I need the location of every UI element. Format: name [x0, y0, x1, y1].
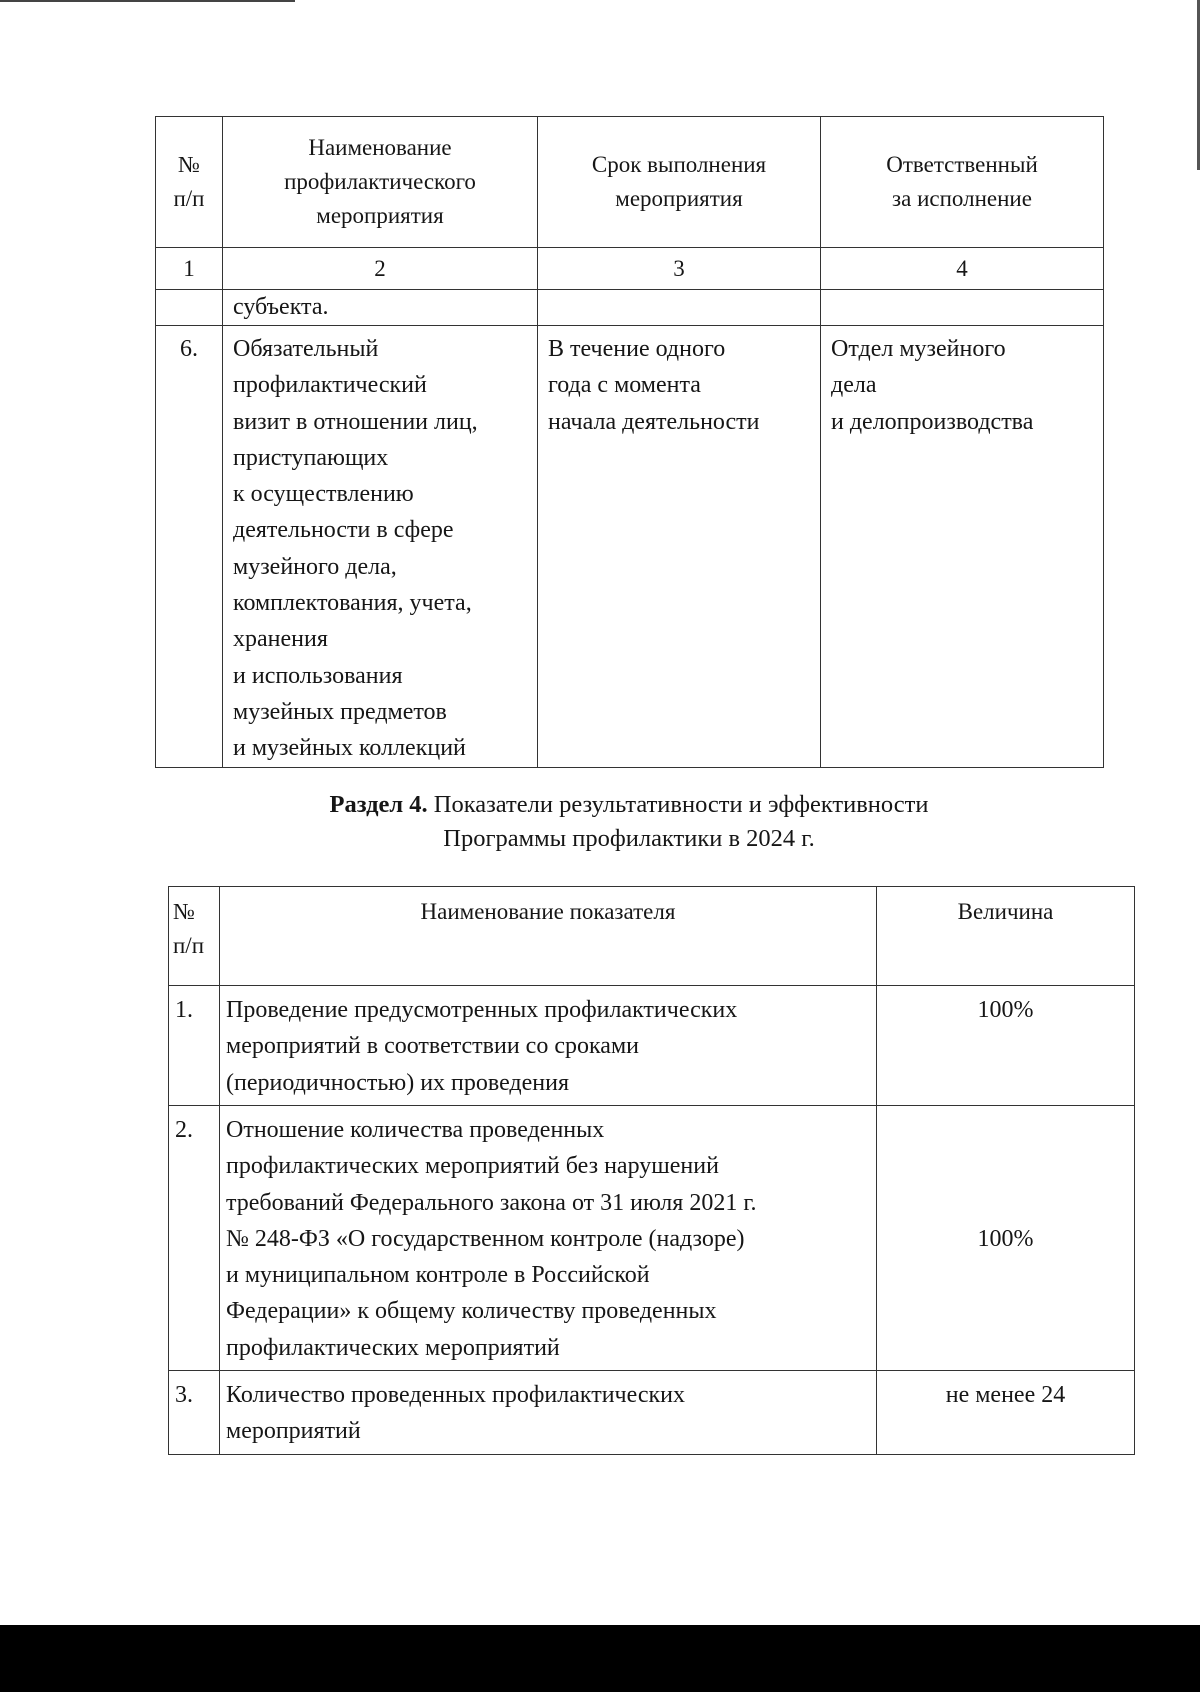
section-heading-line2: Программы профилактики в 2024 г.: [443, 825, 815, 852]
continuation-text: субъекта.: [223, 290, 538, 326]
indicator-name: Количество проведенных профилактических мероприятий: [220, 1371, 877, 1455]
indicators-table: [168, 886, 1135, 1455]
event-responsible: Отдел музейного дела и делопроизводства: [821, 326, 1104, 768]
column-number: 4: [821, 248, 1104, 290]
row-number: 1.: [169, 986, 220, 1106]
scan-top-rule: [0, 0, 295, 2]
events-table: [155, 116, 1104, 768]
table-cell: [156, 290, 223, 326]
column-numbers-row: [156, 248, 1104, 290]
table-row: [169, 1106, 1135, 1371]
table-row: [169, 986, 1135, 1106]
section-title-text: Показатели результативности и эффективности: [427, 791, 929, 818]
indicators-table-header: [169, 887, 1135, 986]
events-table-header: [156, 117, 1104, 248]
section-label: Раздел 4.: [329, 791, 428, 818]
scan-bottom-band: [0, 1625, 1200, 1692]
header-value: Величина: [877, 887, 1135, 986]
header-event-name: Наименование профилактического мероприятия: [223, 117, 538, 248]
indicator-value: 100%: [877, 1106, 1135, 1371]
indicator-value: не менее 24: [877, 1371, 1135, 1455]
header-number: № п/п: [156, 117, 223, 248]
event-term: В течение одного года с момента начала деятельности: [538, 326, 821, 768]
row-number: 6.: [156, 326, 223, 768]
indicator-name: Проведение предусмотренных профилактических мероприятий в соответствии со сроками (периодичностью) их проведения: [220, 986, 877, 1106]
header-number: № п/п: [169, 887, 220, 986]
section-heading: [155, 788, 1103, 856]
continuation-row: [156, 290, 1104, 326]
column-number: 1: [156, 248, 223, 290]
header-responsible: Ответственный за исполнение: [821, 117, 1104, 248]
indicator-name: Отношение количества проведенных профилактических мероприятий без нарушений требований Федерального закона от 31 июля 2021 г. № 248-ФЗ «О государственном контроле (надзоре) и муниципальном контроле в Российской Федерации» к общему количеству проведенных профилактических мероприятий: [220, 1106, 877, 1371]
table-cell: [538, 290, 821, 326]
header-indicator-name: Наименование показателя: [220, 887, 877, 986]
indicator-value: 100%: [877, 986, 1135, 1106]
column-number: 2: [223, 248, 538, 290]
event-name: Обязательный профилактический визит в отношении лиц, приступающих к осуществлению деятельности в сфере музейного дела, комплектования, учета, хранения и использования музейных предметов и музейных коллекций: [223, 326, 538, 768]
table-row: [169, 1371, 1135, 1455]
table-row: [156, 326, 1104, 768]
row-number: 3.: [169, 1371, 220, 1455]
table-cell: [821, 290, 1104, 326]
column-number: 3: [538, 248, 821, 290]
header-term: Срок выполнения мероприятия: [538, 117, 821, 248]
row-number: 2.: [169, 1106, 220, 1371]
section-heading-line1: [155, 788, 1103, 822]
